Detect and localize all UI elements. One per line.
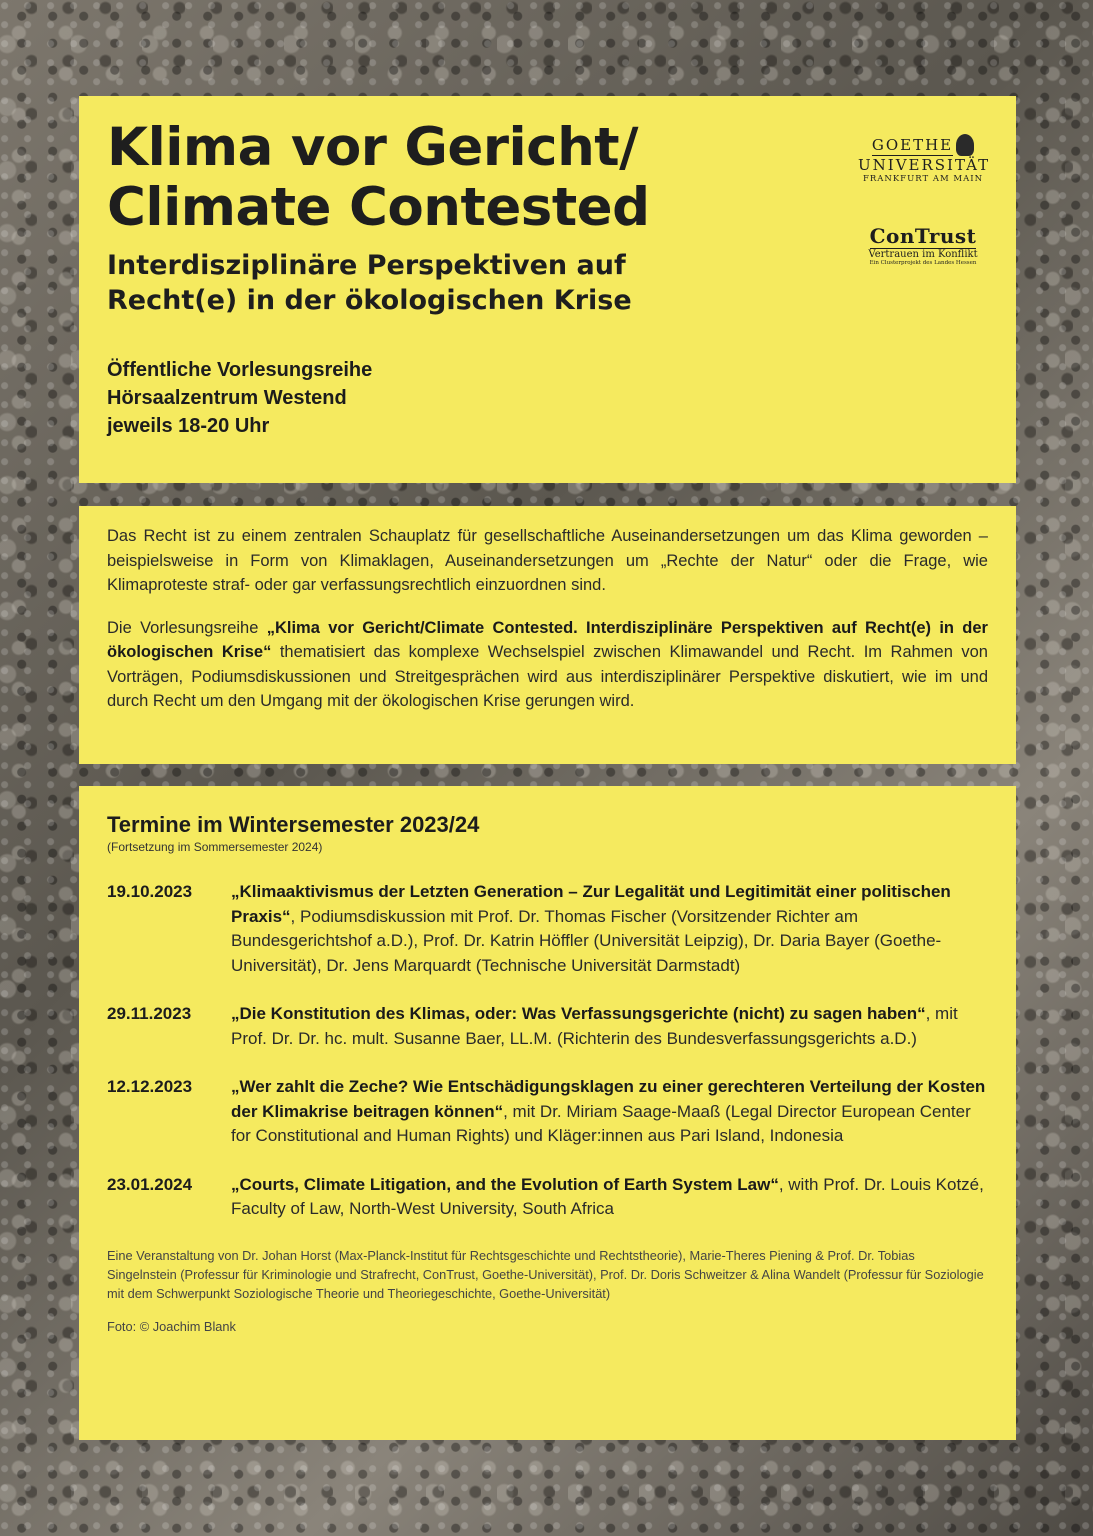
event-details: , Podiumsdiskussion mit Prof. Dr. Thomas Fischer (Vorsitzender Richter am Bundesgerichtshof a.D.), Prof. Dr. Katrin Höffler (Universität Leipzig), Dr. Daria Bayer (Goethe-Universität), Dr. Jens Marquardt (Technische Universität Darmstadt) [231, 906, 942, 975]
event-description [231, 880, 988, 978]
event-item [107, 1075, 988, 1149]
organizers-note: Eine Veranstaltung von Dr. Johan Horst (Max-Planck-Institut für Rechtsgeschichte und Rechtstheorie), Marie-Theres Piening & Prof. Dr. Tobias Singelnstein (Professur für Kriminologie und Strafrecht, ConTrust, Goethe-Universität), Prof. Dr. Doris Schweitzer & Alina Wandelt (Professur für Soziologie mit dem Schwerpunkt Soziologische Theorie und Theoriegeschichte, Goethe-Universität) [107, 1247, 984, 1301]
intro-series-title: „Klima vor Gericht/Climate Contested. Interdisziplinäre Perspektiven auf Recht(e) in der ökologischen Krise“ [107, 618, 988, 661]
subtitle-line-1: Interdisziplinäre Perspektiven auf [107, 250, 626, 281]
info-location: Hörsaalzentrum Westend [107, 387, 347, 409]
intro-paragraph-2-pre: Die Vorlesungsreihe [107, 618, 267, 637]
schedule-panel [79, 786, 1016, 1440]
title-line-2: Climate Contested [107, 177, 650, 238]
subtitle-line-2: Recht(e) in der ökologischen Krise [107, 285, 632, 316]
intro-panel [79, 506, 1016, 764]
goethe-portrait-icon [956, 134, 974, 156]
intro-paragraph-1: Das Recht ist zu einem zentralen Schauplatz für gesellschaftliche Auseinandersetzungen um das Klima geworden – beispielsweise in Form von Klimaklagen, Auseinandersetzungen um „Rechte der Natur“ oder die Frage, wie Klimaproteste straf- oder gar verfassungsrechtlich einzuordnen sind. [107, 527, 988, 594]
event-description [231, 1075, 988, 1149]
intro-paragraph-2 [107, 616, 988, 714]
logos [858, 134, 991, 266]
event-date: 23.01.2024 [107, 1174, 193, 1194]
contrust-subline: Ein Clusterprojekt des Landes Hessen [869, 260, 977, 266]
goethe-logo [858, 134, 991, 184]
event-item [107, 1173, 988, 1222]
header-panel [79, 96, 1016, 483]
photo-credit: Foto: © Joachim Blank [107, 1318, 236, 1334]
title-line-1: Klima vor Gericht/ [107, 117, 638, 178]
page-title [107, 117, 991, 238]
event-date: 29.11.2023 [107, 1004, 192, 1023]
event-info [107, 356, 988, 440]
info-series: Öffentliche Vorlesungsreihe [107, 359, 373, 381]
schedule-title: Termine im Wintersemester 2023/24 [107, 812, 480, 837]
page-subtitle [107, 248, 988, 318]
event-title: „Wer zahlt die Zeche? Wie Entschädigungsklagen zu einer gerechteren Verteilung der Kosten der Klimakrise beitragen können“ [231, 1077, 986, 1121]
goethe-university: UNIVERSITÄT [858, 156, 991, 174]
intro-paragraph-2-post: thematisiert das komplexe Wechselspiel zwischen Klimawandel und Recht. Im Rahmen von Vorträgen, Podiumsdiskussionen und Streitgesprächen wird aus interdisziplinärer Perspektive diskutiert, wie im und durch Recht um den Umgang mit der ökologischen Krise gerungen wird. [107, 643, 988, 710]
event-date: 19.10.2023 [107, 882, 193, 901]
contrust-name: ConTrust [869, 224, 977, 248]
schedule-subtitle: (Fortsetzung im Sommersemester 2024) [107, 840, 323, 854]
contrust-logo [858, 224, 988, 266]
event-title: „Courts, Climate Litigation, and the Evolution of Earth System Law“ [231, 1174, 779, 1194]
event-item [107, 1002, 988, 1051]
event-description [231, 1173, 988, 1222]
info-time: jeweils 18-20 Uhr [107, 415, 270, 437]
event-description [231, 1002, 988, 1051]
event-title: „Die Konstitution des Klimas, oder: Was Verfassungsgerichte (nicht) zu sagen haben“ [231, 1004, 926, 1023]
event-title: „Klimaaktivismus der Letzten Generation – Zur Legalität und Legitimität einer politischen Praxis“ [231, 882, 951, 926]
goethe-city: FRANKFURT AM MAIN [862, 174, 984, 184]
event-details: , mit Dr. Miriam Saage-Maaß (Legal Director European Center for Constitutional and Human Rights) und Kläger:innen aus Pari Island, Indonesia [231, 1101, 971, 1145]
event-item [107, 880, 988, 978]
event-details: , mit Prof. Dr. Dr. hc. mult. Susanne Baer, LL.M. (Richterin des Bundesverfassungsgerichts a.D.) [231, 1004, 958, 1048]
goethe-name: GOETHE [871, 136, 954, 154]
contrust-tagline: Vertrauen im Konflikt [868, 249, 978, 260]
event-date: 12.12.2023 [107, 1077, 193, 1096]
event-details: , with Prof. Dr. Louis Kotzé, Faculty of Law, North-West University, South Africa [231, 1174, 984, 1218]
